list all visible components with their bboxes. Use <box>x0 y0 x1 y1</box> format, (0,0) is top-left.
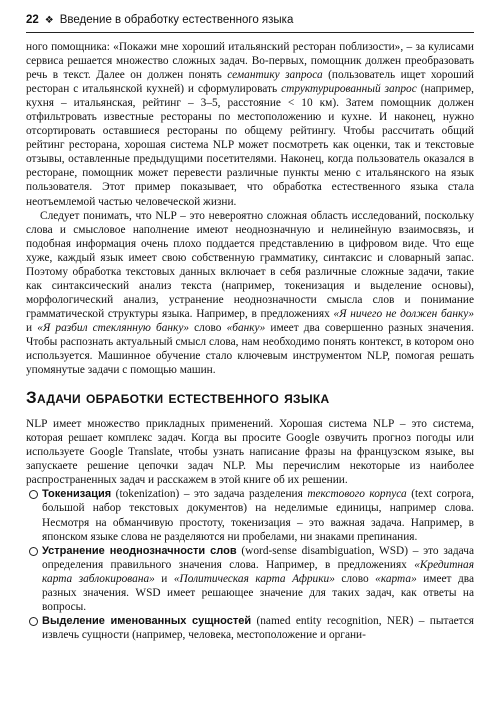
emphasis-example: «Я ничего не должен банку» <box>333 307 474 320</box>
chapter-title: Введение в обработку естественного языка <box>59 14 294 26</box>
emphasis-example: «карта» <box>375 572 417 585</box>
page-number: 22 <box>26 14 39 26</box>
task-term: Выделение именованных сущностей <box>42 614 252 627</box>
emphasis-term: текстового корпуса <box>307 488 407 501</box>
paragraph-complexity: Следует понимать, что NLP – это невероятно сложная область исследований, поскольку слова и смысловое наполнение имеют неоднозначную и нелинейную взаимосвязь, и подобная информация очень плохо поддается представлению в цифровом виде. Что еще хуже, каждый язык имеет свою собственную грамматику, синтаксис и словарный запас. Поэтому обработка текстовых данных включает в себя различные сложные задачи, такие как синтаксический анализ текста (например, токенизация и выделение основы), морфологический анализ, устранение неоднозначности смысла слов и понимание грамматической структуры языка. Например, в предложениях «Я ничего не должен банку» и «Я разбил стеклянную банку» слово «банку» имеет два совершенно разных значения. Чтобы распознать актуальный смысл слова, нам необходимо понять контекст, в котором оно используется. Машинное обучение стало ключевым инструментом NLP, помогая решать упомянутые задачи с помощью машин. <box>26 209 474 377</box>
emphasis-example: «Я разбил стеклянную банку» <box>37 321 190 334</box>
tasks-list <box>26 487 474 642</box>
diamond-separator-icon: ❖ <box>44 14 54 26</box>
paragraph-tasks-intro: NLP имеет множество прикладных применений. Хорошая система NLP – это система, которая решает комплекс задач. Когда вы просите Google озвучить прогноз погоды или используете Google Translate, чтобы узнать написание фразы на французском языке, вы запускаете решение цепочки задач NLP. Мы перечислим некоторые из наиболее распространенных задач и расскажем в этой книге об их решении. <box>26 418 474 487</box>
paragraph-assistant: ного помощника: «Покажи мне хороший итальянский ресторан поблизости», – за кулисами сервиса решается множество сложных задач. Во-первых, помощник должен преобразовать речь в текст. Далее он должен понять семантику запроса (пользователь ищет хороший ресторан с итальянской кухней) и сформулировать структурированный запрос (например, кухня – итальянская, рейтинг – 3–5, расстояние < 10 км). Затем помощник должен отфильтровать известные рестораны по местоположению и кухне. И наконец, нужно отсортировать оставшиеся рестораны по общему рейтингу. Чтобы рассчитать общий рейтинг ресторана, хорошая система NLP может посмотреть как оценки, так и текстовые отзывы, оставленные предыдущими посетителями. Наконец, когда пользователь оказался в ресторане, помощник может перевести различные пункты меню с итальянского на язык пользователя. Этот пример показывает, что обработка естественного языка стала неотъемлемой частью человеческой жизни. <box>26 41 474 208</box>
page-body <box>26 40 474 642</box>
task-term: Устранение неоднозначности слов <box>42 544 237 557</box>
running-header <box>26 8 474 32</box>
section-heading: Задачи обработки естественного языка <box>26 388 330 408</box>
list-item: Токенизация (tokenization) – это задача разделения текстового корпуса (text corpora, большой набор текстовых документов) на неделимые единицы, например слова. Несмотря на обманчивую простоту, токенизация – это важная задача. Например, в японском языке слова не разделяются ни пробелами, ни знаками препинания. <box>26 487 474 543</box>
emphasis-example: «Политическая карта Африки» <box>173 572 335 585</box>
emphasis-term: семантику запроса <box>227 69 323 82</box>
header-rule <box>26 32 474 33</box>
circle-bullet-icon <box>29 490 38 499</box>
task-term: Токенизация <box>42 488 112 501</box>
list-item: Устранение неоднозначности слов (word-sense disambiguation, WSD) – это задача определения правильного значения слова. Например, в предложениях «Кредитная карта заблокирована» и «Политическая карта Африки» слово «карта» имеет два разных значения. WSD имеет решающее значение для таких задач, как ответы на вопросы. <box>26 544 474 614</box>
circle-bullet-icon <box>29 547 38 556</box>
emphasis-example: «банку» <box>226 321 266 334</box>
emphasis-term: структурированный запрос <box>281 83 417 96</box>
emphasis-example: «Кредитная карта заблокирована» <box>42 558 474 585</box>
circle-bullet-icon <box>29 617 38 626</box>
list-item: Выделение именованных сущностей (named entity recognition, NER) – пытается извлечь сущности (например, человека, местоположение и органи- <box>26 614 474 642</box>
